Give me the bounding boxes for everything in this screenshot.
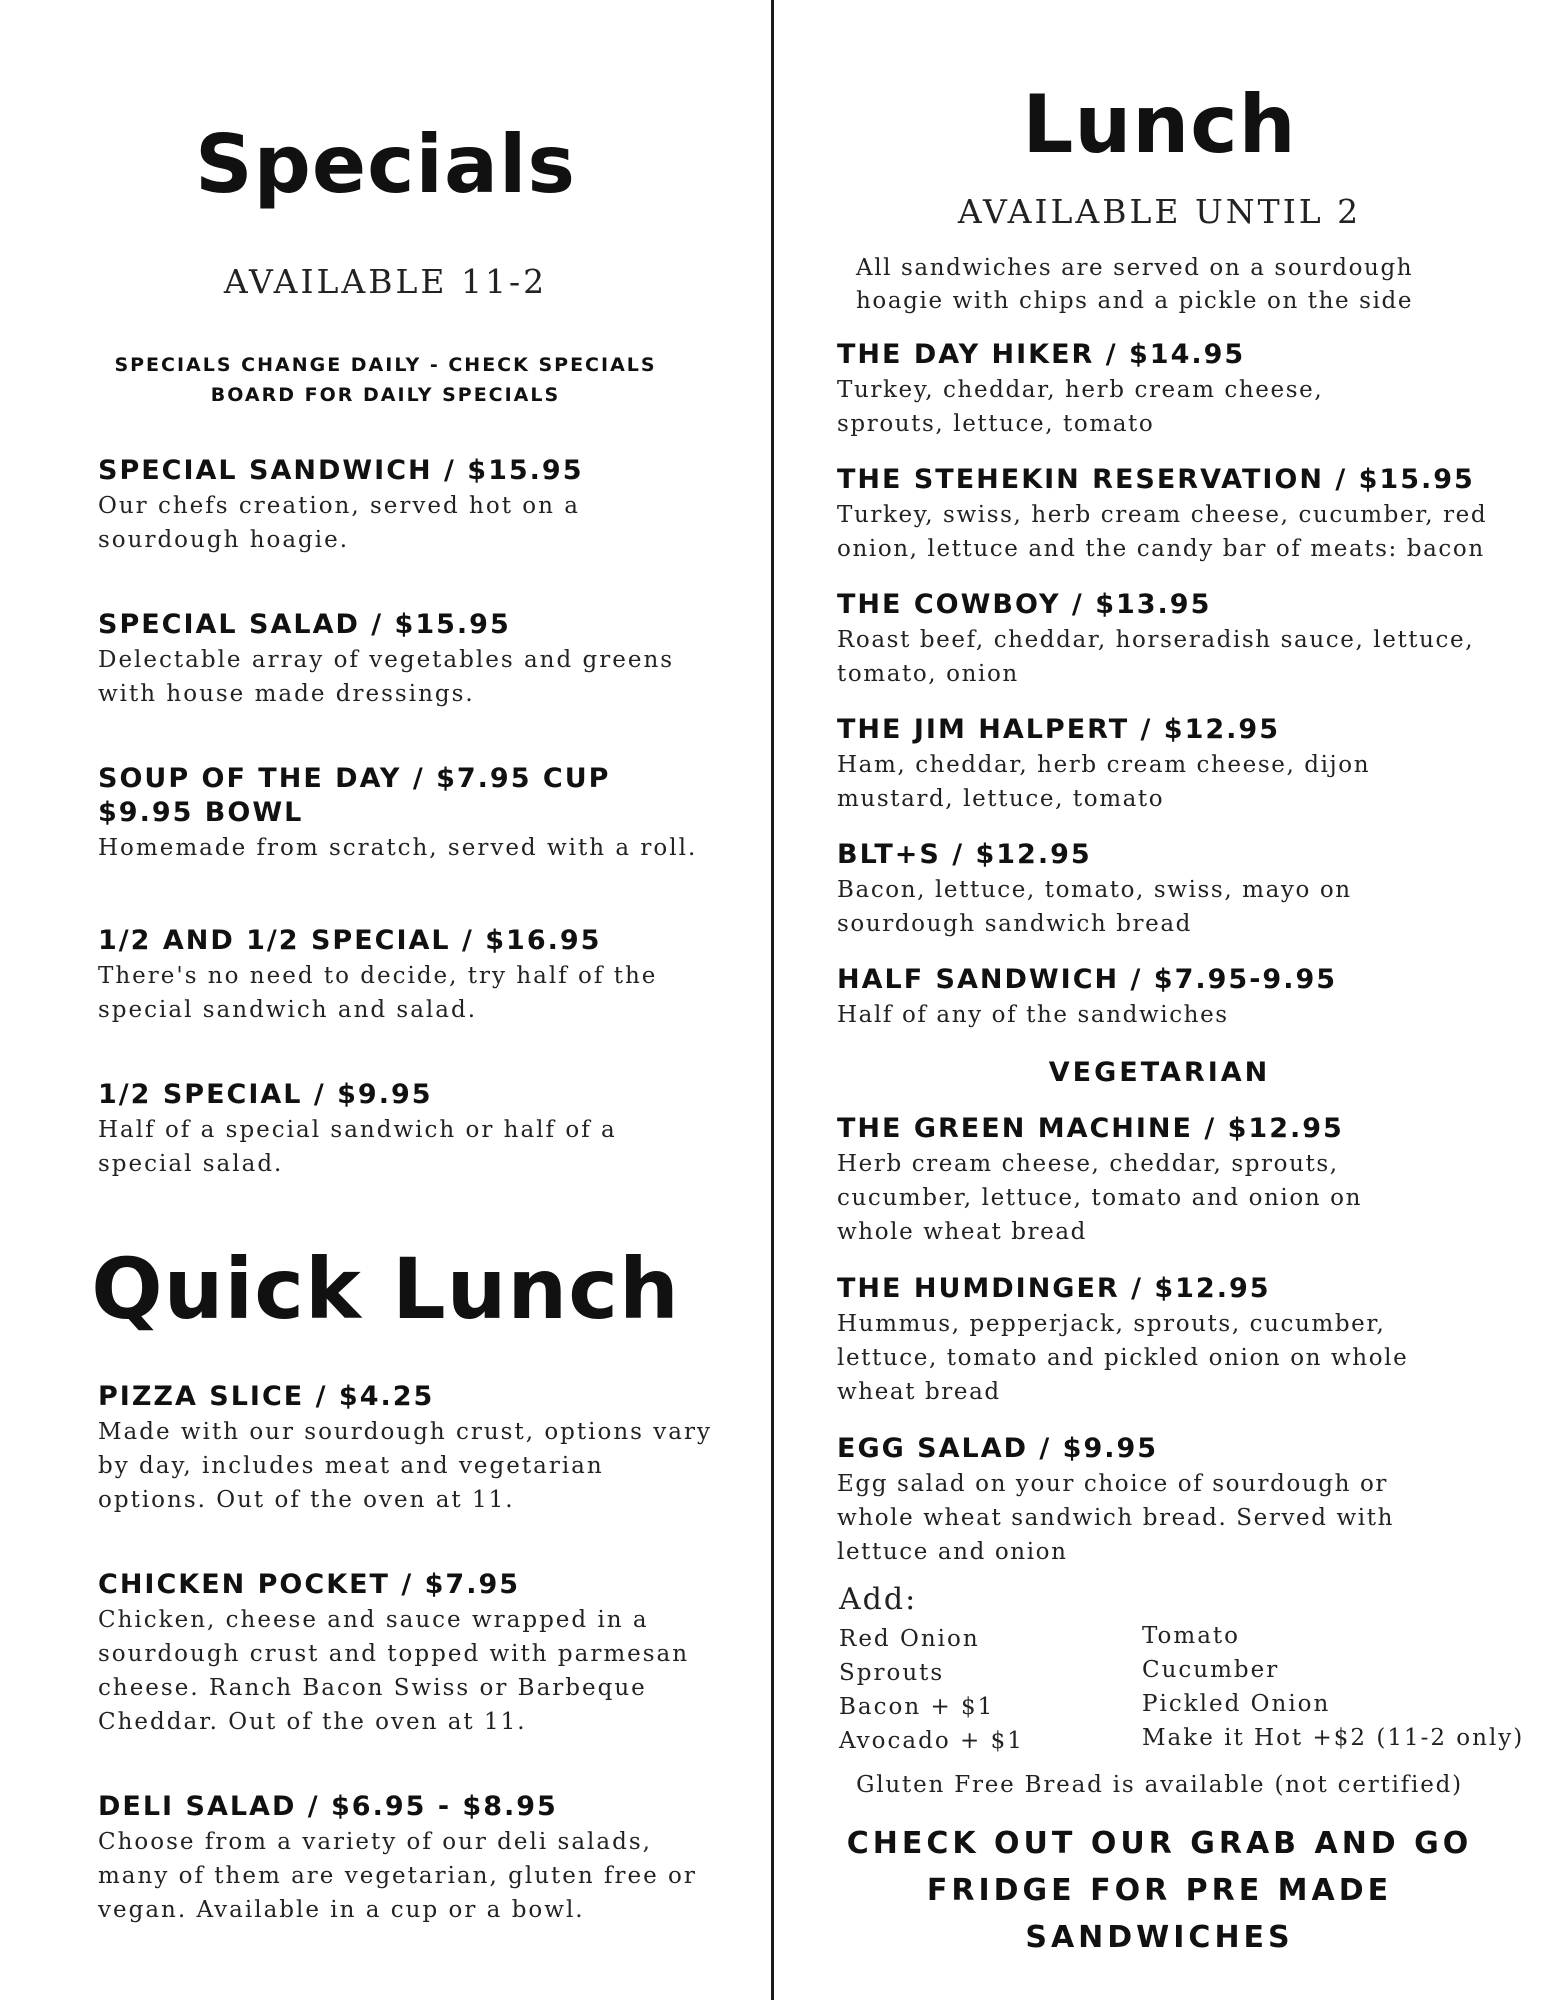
add-ons-list-left (839, 1622, 1024, 1758)
item-title: CHICKEN POCKET / $7.95 (98, 1569, 521, 1600)
item-title: THE STEHEKIN RESERVATION / $15.95 (837, 464, 1475, 495)
menu-item (837, 1432, 1517, 1569)
quick-lunch-title: Quick Lunch (91, 1240, 680, 1338)
menu-item (98, 1380, 718, 1517)
item-description: Turkey, cheddar, herb cream cheese, sprouts, lettuce, tomato (837, 377, 1324, 437)
menu-item (837, 338, 1517, 441)
add-ons-heading: Add: (839, 1582, 918, 1617)
item-title: BLT+S / $12.95 (837, 839, 1092, 870)
add-on-item: Tomato (1142, 1623, 1241, 1649)
item-description: Egg salad on your choice of sourdough or whole wheat sandwich bread. Served with lettuce and onion (837, 1471, 1394, 1565)
menu-item (98, 1078, 718, 1181)
item-description: Choose from a variety of our deli salads, many of them are vegetarian, gluten free or vegan. Available in a cup or a bowl. (98, 1829, 697, 1923)
menu-item (837, 588, 1517, 691)
item-description: Turkey, swiss, herb cream cheese, cucumber, red onion, lettuce and the candy bar of meats: bacon (837, 502, 1488, 562)
item-description: Our chefs creation, served hot on a sourdough hoagie. (98, 493, 580, 553)
item-title: EGG SALAD / $9.95 (837, 1433, 1159, 1464)
item-title: 1/2 SPECIAL / $9.95 (98, 1079, 433, 1110)
vegetarian-heading: VEGETARIAN (1048, 1057, 1271, 1088)
menu-item (98, 1790, 718, 1927)
item-title: THE HUMDINGER / $12.95 (837, 1273, 1271, 1304)
menu-item (98, 1568, 718, 1739)
item-title: SPECIAL SANDWICH / $15.95 (98, 455, 584, 486)
menu-item (98, 454, 718, 557)
menu-item (98, 608, 718, 711)
item-description: Half of any of the sandwiches (837, 1002, 1229, 1028)
item-description: Roast beef, cheddar, horseradish sauce, lettuce, tomato, onion (837, 627, 1475, 687)
item-title: DELI SALAD / $6.95 - $8.95 (98, 1791, 558, 1822)
gluten-free-note: Gluten Free Bread is available (not certified) (856, 1772, 1463, 1798)
item-title: PIZZA SLICE / $4.25 (98, 1381, 435, 1412)
menu-item (837, 713, 1517, 816)
item-title: SOUP OF THE DAY / $7.95 CUP $9.95 BOWL (98, 763, 611, 828)
menu-item (98, 924, 718, 1027)
item-description: Made with our sourdough crust, options vary by day, includes meat and vegetarian options. Out of the oven at 11. (98, 1419, 712, 1513)
menu-item (837, 1272, 1517, 1409)
add-on-item: Avocado + $1 (839, 1728, 1024, 1754)
item-title: THE GREEN MACHINE / $12.95 (837, 1113, 1344, 1144)
menu-item (837, 963, 1517, 1032)
menu-item (837, 838, 1517, 941)
item-title: THE COWBOY / $13.95 (837, 589, 1212, 620)
lunch-intro: All sandwiches are served on a sourdough hoagie with chips and a pickle on the side (856, 255, 1414, 314)
add-on-item: Bacon + $1 (839, 1694, 995, 1720)
add-on-item: Red Onion (839, 1626, 980, 1652)
add-on-item: Sprouts (839, 1660, 945, 1686)
add-ons-list-right (1142, 1619, 1524, 1755)
column-divider (771, 0, 774, 2000)
item-description: Ham, cheddar, herb cream cheese, dijon mustard, lettuce, tomato (837, 752, 1371, 812)
menu-item (837, 1112, 1517, 1249)
item-description: Herb cream cheese, cheddar, sprouts, cucumber, lettuce, tomato and onion on whole wheat bread (837, 1151, 1363, 1245)
item-description: There's no need to decide, try half of the special sandwich and salad. (98, 963, 658, 1023)
item-description: Bacon, lettuce, tomato, swiss, mayo on sourdough sandwich bread (837, 877, 1352, 937)
menu-item (837, 463, 1517, 566)
item-description: Chicken, cheese and sauce wrapped in a sourdough crust and topped with parmesan cheese. Ranch Bacon Swiss or Barbeque Cheddar. Out of the oven at 11. (98, 1607, 690, 1735)
add-on-item: Make it Hot +$2 (11-2 only) (1142, 1725, 1525, 1751)
lunch-availability: AVAILABLE UNTIL 2 (957, 192, 1362, 231)
specials-note: SPECIALS CHANGE DAILY - CHECK SPECIALS BOARD FOR DAILY SPECIALS (114, 354, 657, 406)
specials-availability: AVAILABLE 11-2 (223, 262, 548, 301)
item-description: Hummus, pepperjack, sprouts, cucumber, lettuce, tomato and pickled onion on whole wheat bread (837, 1311, 1409, 1405)
add-on-item: Pickled Onion (1142, 1691, 1331, 1717)
menu-item (98, 762, 698, 865)
item-description: Homemade from scratch, served with a roll. (98, 835, 698, 861)
lunch-title: Lunch (1022, 78, 1297, 171)
item-title: SPECIAL SALAD / $15.95 (98, 609, 511, 640)
specials-title: Specials (194, 118, 576, 211)
item-title: HALF SANDWICH / $7.95-9.95 (837, 964, 1338, 995)
add-on-item: Cucumber (1142, 1657, 1280, 1683)
item-description: Half of a special sandwich or half of a special salad. (98, 1117, 617, 1177)
grab-and-go-note: CHECK OUT OUR GRAB AND GO FRIDGE FOR PRE MADE SANDWICHES (846, 1826, 1473, 1955)
item-title: THE DAY HIKER / $14.95 (837, 339, 1246, 370)
item-title: THE JIM HALPERT / $12.95 (837, 714, 1280, 745)
item-description: Delectable array of vegetables and greens with house made dressings. (98, 647, 675, 707)
item-title: 1/2 AND 1/2 SPECIAL / $16.95 (98, 925, 602, 956)
